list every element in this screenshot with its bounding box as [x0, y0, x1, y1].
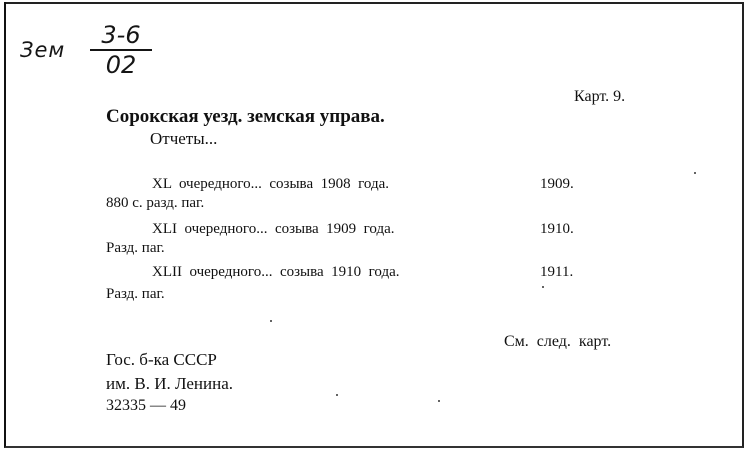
- handwritten-shelfmark: [90, 22, 152, 78]
- card-number: Карт. 9.: [574, 88, 626, 105]
- entry-pagination: 880 с. разд. паг.: [106, 195, 205, 211]
- catalog-card: [4, 2, 744, 448]
- entry-year: 1911.: [540, 264, 574, 280]
- entry-pagination: Разд. паг.: [106, 240, 165, 256]
- library-named-after: им. В. И. Ленина.: [106, 374, 234, 393]
- entry-description: XLI очередного... созыва 1909 года.: [152, 221, 395, 237]
- card-subtitle: Отчеты...: [150, 129, 218, 148]
- card-top-edge: [6, 2, 744, 4]
- speck: [336, 394, 338, 396]
- see-next-card: См. след. карт.: [504, 333, 612, 350]
- speck: [542, 286, 544, 288]
- entry-year: 1910.: [540, 221, 574, 237]
- entry-pagination: Разд. паг.: [106, 286, 165, 302]
- handwritten-label: Зем: [20, 38, 66, 62]
- library-name: Гос. б-ка СССР: [106, 350, 217, 369]
- entry-description: XL очередного... созыва 1908 года.: [152, 176, 389, 192]
- handwritten-numerator: 3-6: [101, 21, 141, 49]
- speck: [694, 172, 696, 174]
- library-order-number: 32335 — 49: [106, 397, 186, 414]
- entry-year: 1909.: [540, 176, 574, 192]
- card-title: Сорокская уезд. земская управа.: [106, 106, 385, 127]
- entry-description: XLII очередного... созыва 1910 года.: [152, 264, 400, 280]
- speck: [270, 320, 272, 322]
- handwritten-denominator: 02: [105, 51, 137, 79]
- speck: [438, 400, 440, 402]
